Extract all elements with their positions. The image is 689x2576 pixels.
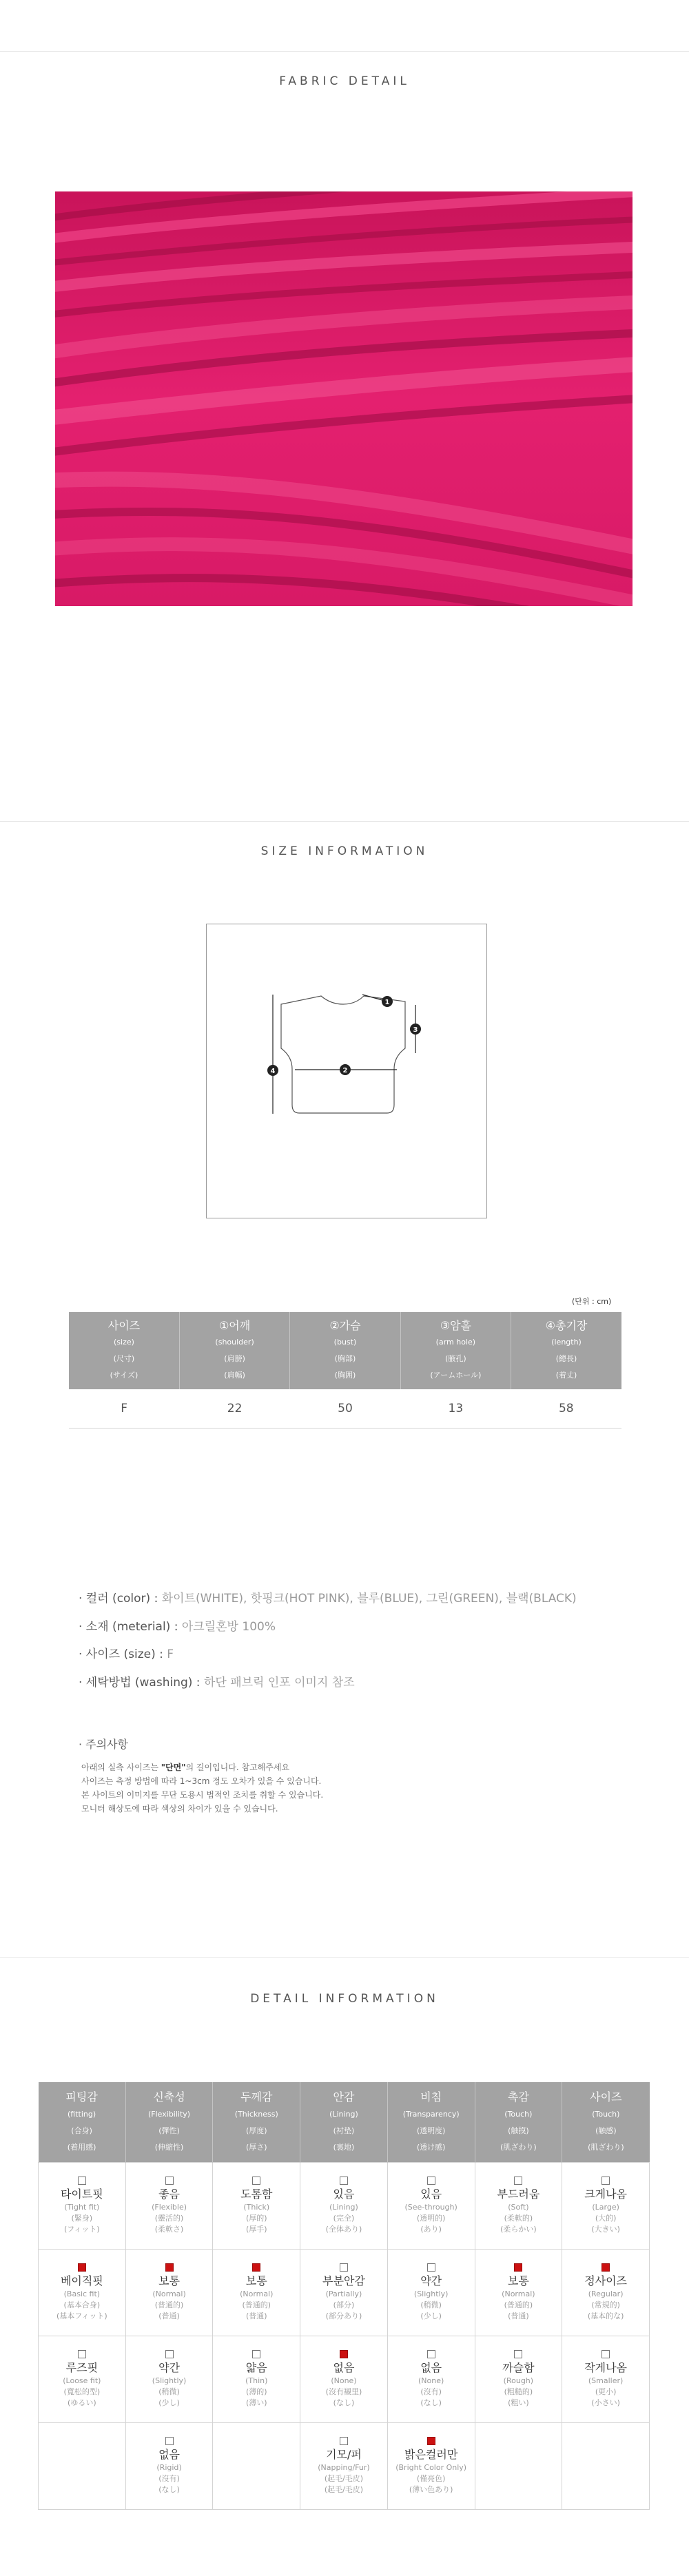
option-label-ja: (薄い色あり) <box>409 2484 453 2494</box>
option-label-ja: (なし) <box>333 2398 355 2407</box>
detail-header-flexibility: 신축성 (Flexibility) (彈性) (伸縮性) <box>125 2082 213 2162</box>
option-label-ko: 없음 <box>333 2360 355 2374</box>
option-label-en: (Large) <box>592 2202 619 2212</box>
option-label-ja: (少し) <box>158 2398 180 2407</box>
option-label-en: (Soft) <box>508 2202 529 2212</box>
size-diagram <box>206 924 487 1218</box>
option-label-en: (Slightly) <box>152 2376 187 2385</box>
notice-title: · 주의사항 <box>79 1738 128 1751</box>
size-table-header-row <box>69 1312 621 1389</box>
unchecked-box-icon <box>427 2263 435 2272</box>
option-label-ja: (基本的な) <box>587 2311 624 2320</box>
detail-info-title: DETAIL INFORMATION <box>250 1992 439 2006</box>
detail-option-flexibility <box>125 2249 213 2336</box>
option-label-zh: (更小) <box>595 2387 617 2396</box>
detail-header-transparency: 비침 (Transparency) (透明度) (透け感) <box>387 2082 475 2162</box>
checked-box-icon <box>78 2263 86 2272</box>
detail-table <box>38 2082 650 2510</box>
option-label-ja: (起毛/毛皮) <box>324 2484 364 2494</box>
option-label-ko: 작게나옴 <box>584 2360 628 2374</box>
checked-box-icon <box>601 2263 610 2272</box>
checked-box-icon <box>252 2263 260 2272</box>
detail-header-touch: 촉감 (Touch) (触摸) (肌ざわり) <box>475 2082 562 2162</box>
option-label-ko: 약간 <box>420 2274 442 2287</box>
checked-box-icon <box>514 2263 522 2272</box>
option-label-ja: (全体あり) <box>325 2224 362 2234</box>
option-label-ko: 부분안감 <box>322 2274 365 2287</box>
checked-box-icon <box>427 2437 435 2445</box>
armhole-cell: 13 <box>400 1389 511 1428</box>
option-label-en: (Flexible) <box>152 2202 187 2212</box>
detail-option-touch <box>475 2336 562 2422</box>
unit-label: (단위 : cm) <box>572 1297 612 1306</box>
detail-option-transparency <box>387 2422 475 2509</box>
option-label-zh: (厚的) <box>245 2213 267 2223</box>
option-label-zh: (普通的) <box>154 2300 184 2309</box>
option-label-ja: (なし) <box>420 2398 442 2407</box>
option-label-ko: 보통 <box>158 2274 181 2287</box>
table-row <box>69 1389 621 1428</box>
size-table <box>69 1312 621 1429</box>
option-label-en: (None) <box>418 2376 444 2385</box>
option-label-ja: (薄い) <box>245 2398 267 2407</box>
detail-option-touch <box>475 2249 562 2336</box>
option-label-zh: (透明的) <box>416 2213 446 2223</box>
bust-cell: 50 <box>290 1389 400 1428</box>
notice-line-1: 아래의 실측 사이즈는 "단면"의 길이입니다. 참고해주세요 <box>81 1763 290 1772</box>
option-label-en: (Thick) <box>243 2202 270 2212</box>
detail-option-flexibility <box>125 2336 213 2422</box>
pleated-fabric-icon <box>55 191 633 606</box>
option-label-ja: (粗い) <box>508 2398 529 2407</box>
unchecked-box-icon <box>340 2177 348 2185</box>
unchecked-box-icon <box>514 2177 522 2185</box>
info-size: · 사이즈 (size) : F <box>79 1648 174 1661</box>
option-label-ja: (普通) <box>245 2311 267 2320</box>
option-label-ja: (少し) <box>420 2311 442 2320</box>
detail-table-header-row <box>39 2082 650 2162</box>
empty-cell <box>39 2422 126 2509</box>
option-label-ja: (あり) <box>420 2224 442 2234</box>
option-label-zh: (緊身) <box>71 2213 93 2223</box>
option-label-ko: 베이직핏 <box>60 2274 103 2287</box>
table-row <box>39 2249 650 2336</box>
size-header-length: ④총기장 (length) (總長) (着丈) <box>511 1312 621 1389</box>
option-label-ko: 타이트핏 <box>60 2187 103 2201</box>
detail-option-size <box>562 2249 650 2336</box>
table-row <box>39 2422 650 2509</box>
unchecked-box-icon <box>165 2177 174 2185</box>
option-label-en: (See-through) <box>404 2202 457 2212</box>
detail-option-transparency <box>387 2249 475 2336</box>
option-label-zh: (柔軟的) <box>504 2213 533 2223</box>
detail-header-size: 사이즈 (Touch) (触感) (肌ざわり) <box>562 2082 650 2162</box>
option-label-ko: 보통 <box>245 2274 267 2287</box>
option-label-en: (Regular) <box>588 2289 624 2298</box>
detail-header-lining: 안감 (Lining) (衬垫) (裏地) <box>300 2082 388 2162</box>
option-label-zh: (沒有) <box>158 2473 180 2483</box>
option-label-ja: (厚手) <box>245 2224 267 2234</box>
empty-cell <box>562 2422 650 2509</box>
option-label-en: (Slightly) <box>413 2289 449 2298</box>
unchecked-box-icon <box>252 2350 260 2358</box>
option-label-ja: (柔軟さ) <box>154 2224 184 2234</box>
option-label-ko: 약간 <box>158 2360 181 2374</box>
option-label-ko: 정사이즈 <box>584 2274 628 2287</box>
option-label-ko: 얇음 <box>245 2360 267 2374</box>
option-label-en: (Napping/Fur) <box>318 2462 370 2472</box>
detail-option-transparency <box>387 2162 475 2249</box>
option-label-en: (Lining) <box>329 2202 358 2212</box>
option-label-en: (Normal) <box>502 2289 535 2298</box>
option-label-zh: (完全) <box>333 2213 355 2223</box>
detail-option-thickness <box>213 2336 300 2422</box>
option-label-en: (Bright Color Only) <box>395 2462 467 2472</box>
garment-diagram-icon <box>207 924 486 1218</box>
notice-line-4: 모니터 해상도에 따라 색상의 차이가 있을 수 있습니다. <box>81 1804 278 1814</box>
unchecked-box-icon <box>514 2350 522 2358</box>
marker-3-label: 3 <box>413 1026 418 1034</box>
option-label-ko: 부드러움 <box>497 2187 540 2201</box>
unchecked-box-icon <box>165 2437 174 2445</box>
detail-header-fitting: 피팅감 (fitting) (合身) (着用感) <box>39 2082 126 2162</box>
size-cell: F <box>69 1389 179 1428</box>
option-label-zh: (沒有襯里) <box>325 2387 362 2396</box>
option-label-en: (Tight fit) <box>64 2202 100 2212</box>
option-label-ja: (小さい) <box>591 2398 620 2407</box>
option-label-ko: 루즈핏 <box>65 2360 99 2374</box>
detail-option-fitting <box>39 2336 126 2422</box>
option-label-zh: (普通的) <box>242 2300 271 2309</box>
size-header-shoulder: ①어깨 (shoulder) (肩膀) (肩幅) <box>179 1312 289 1389</box>
unchecked-box-icon <box>601 2350 610 2358</box>
option-label-ko: 보통 <box>507 2274 529 2287</box>
option-label-ko: 까슬함 <box>502 2360 535 2374</box>
unchecked-box-icon <box>601 2177 610 2185</box>
option-label-en: (Thin) <box>245 2376 268 2385</box>
size-header-size: 사이즈 (size) (尺寸) (サイズ) <box>69 1312 179 1389</box>
option-label-zh: (沒有) <box>420 2387 442 2396</box>
detail-option-thickness <box>213 2249 300 2336</box>
unchecked-box-icon <box>427 2350 435 2358</box>
option-label-zh: (基本合身) <box>63 2300 101 2309</box>
marker-2-label: 2 <box>342 1067 348 1074</box>
option-label-en: (Basic fit) <box>63 2289 101 2298</box>
option-label-ja: (フィット) <box>64 2224 100 2234</box>
marker-1-label: 1 <box>384 999 390 1006</box>
option-label-zh: (起毛/毛皮) <box>324 2473 364 2483</box>
option-label-ja: (なし) <box>158 2484 180 2494</box>
fabric-photo <box>55 191 633 606</box>
option-label-zh: (粗糙的) <box>504 2387 533 2396</box>
option-label-en: (Normal) <box>240 2289 274 2298</box>
unchecked-box-icon <box>165 2350 174 2358</box>
section-divider <box>0 1957 689 1958</box>
fabric-detail-title: FABRIC DETAIL <box>279 74 410 88</box>
option-label-zh: (僅亮色) <box>416 2473 446 2483</box>
option-label-en: (Normal) <box>152 2289 186 2298</box>
checked-box-icon <box>340 2350 348 2358</box>
option-label-ja: (部分あり) <box>325 2311 362 2320</box>
detail-option-fitting <box>39 2162 126 2249</box>
option-label-ko: 밝은컬러만 <box>404 2447 458 2461</box>
notice-line-3: 본 사이트의 이미지를 무단 도용시 법적인 조치를 취할 수 있습니다. <box>81 1790 324 1800</box>
shoulder-cell: 22 <box>179 1389 289 1428</box>
info-material: · 소재 (meterial) : 아크릴혼방 100% <box>79 1620 276 1634</box>
option-label-en: (Smaller) <box>588 2376 624 2385</box>
detail-option-thickness <box>213 2162 300 2249</box>
option-label-ko: 크게나옴 <box>584 2187 628 2201</box>
size-header-armhole: ③암홀 (arm hole) (腋孔) (アームホール) <box>400 1312 511 1389</box>
table-row <box>39 2336 650 2422</box>
detail-option-size <box>562 2162 650 2249</box>
notice-text <box>81 1760 323 1816</box>
detail-option-lining <box>300 2336 388 2422</box>
detail-option-lining <box>300 2162 388 2249</box>
empty-cell <box>475 2422 562 2509</box>
option-label-ja: (ゆるい) <box>68 2398 96 2407</box>
option-label-zh: (靈活的) <box>154 2213 184 2223</box>
option-label-ja: (大きい) <box>591 2224 620 2234</box>
option-label-zh: (部分) <box>333 2300 355 2309</box>
detail-option-lining <box>300 2422 388 2509</box>
option-label-ko: 좋음 <box>158 2187 181 2201</box>
info-color: · 컬러 (color) : 화이트(WHITE), 핫핑크(HOT PINK), 블루(BLUE), 그린(GREEN), 블랙(BLACK) <box>79 1592 577 1606</box>
option-label-zh: (薄的) <box>245 2387 267 2396</box>
option-label-ja: (柔らかい) <box>500 2224 537 2234</box>
option-label-ko: 도톰함 <box>240 2187 273 2201</box>
detail-option-touch <box>475 2162 562 2249</box>
option-label-zh: (寬松的型) <box>63 2387 101 2396</box>
unchecked-box-icon <box>78 2350 86 2358</box>
length-cell: 58 <box>511 1389 621 1428</box>
option-label-zh: (常規的) <box>591 2300 620 2309</box>
option-label-en: (Rough) <box>503 2376 534 2385</box>
option-label-ko: 없음 <box>420 2360 442 2374</box>
unchecked-box-icon <box>252 2177 260 2185</box>
detail-option-size <box>562 2336 650 2422</box>
notice-line-2: 사이즈는 측정 방법에 따라 1~3cm 정도 오차가 있을 수 있습니다. <box>81 1776 322 1786</box>
table-row <box>39 2162 650 2249</box>
option-label-ko: 있음 <box>333 2187 355 2201</box>
detail-option-transparency <box>387 2336 475 2422</box>
option-label-zh: (普通的) <box>504 2300 533 2309</box>
unchecked-box-icon <box>340 2437 348 2445</box>
option-label-ja: (普通) <box>508 2311 529 2320</box>
size-info-title: SIZE INFORMATION <box>260 844 429 858</box>
detail-option-flexibility <box>125 2162 213 2249</box>
unchecked-box-icon <box>78 2177 86 2185</box>
option-label-ko: 없음 <box>158 2447 181 2461</box>
option-label-ja: (普通) <box>158 2311 180 2320</box>
unchecked-box-icon <box>340 2263 348 2272</box>
detail-option-flexibility <box>125 2422 213 2509</box>
detail-option-lining <box>300 2249 388 2336</box>
option-label-zh: (大的) <box>595 2213 617 2223</box>
detail-header-thickness: 두께감 (Thickness) (厚度) (厚さ) <box>213 2082 300 2162</box>
option-label-ko: 있음 <box>420 2187 442 2201</box>
option-label-en: (Loose fit) <box>63 2376 101 2385</box>
marker-4-label: 4 <box>270 1068 276 1075</box>
option-label-en: (None) <box>331 2376 357 2385</box>
option-label-zh: (稍微) <box>158 2387 180 2396</box>
info-washing: · 세탁방법 (washing) : 하단 패브릭 인포 이미지 참조 <box>79 1676 355 1690</box>
option-label-ja: (基本フィット) <box>56 2311 107 2320</box>
empty-cell <box>213 2422 300 2509</box>
top-divider <box>0 51 689 52</box>
option-label-en: (Partially) <box>325 2289 362 2298</box>
option-label-en: (Rigid) <box>156 2462 182 2472</box>
unchecked-box-icon <box>427 2177 435 2185</box>
option-label-zh: (稍微) <box>420 2300 442 2309</box>
detail-option-fitting <box>39 2249 126 2336</box>
size-header-bust: ②가슴 (bust) (胸部) (胸囲) <box>290 1312 400 1389</box>
option-label-ko: 기모/퍼 <box>326 2447 362 2461</box>
section-divider <box>0 821 689 822</box>
checked-box-icon <box>165 2263 174 2272</box>
